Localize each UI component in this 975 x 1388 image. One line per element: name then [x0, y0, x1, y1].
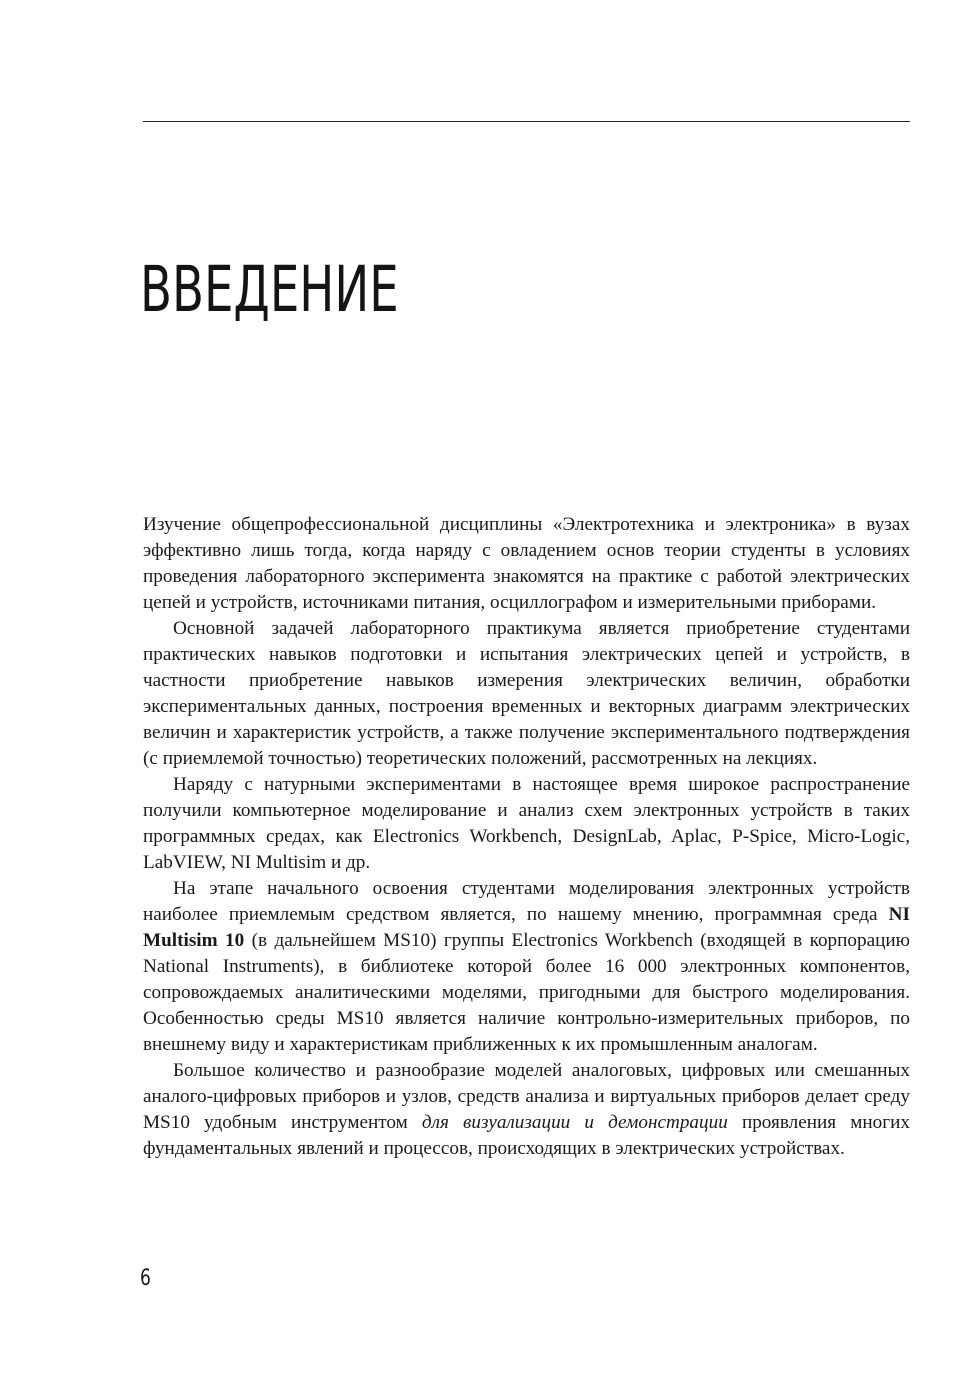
page-number: 6: [140, 1266, 151, 1291]
paragraph-4: [143, 876, 910, 1058]
paragraph-4-text-start: На этапе начального освоения студентами моделирования электронных устройств наиболее приемлемым средством является, по нашему мнению, программная среда: [143, 878, 910, 925]
paragraph-5-text-end: проявления многих фундаментальных явлений и процессов, происходящих в электрических устройствах.: [143, 1112, 910, 1159]
body-text: [143, 512, 910, 1162]
top-rule: [143, 121, 910, 122]
paragraph-5-text-start: Большое количество и разнообразие моделей аналоговых, цифровых или смешанных аналого-цифровых приборов и узлов, средств анализа и виртуальных приборов делает среду MS10 удобным инструментом: [143, 1060, 910, 1133]
chapter-title: ВВЕДЕНИЕ: [140, 253, 399, 326]
paragraph-1: Изучение общепрофессиональной дисциплины «Электротехника и электроника» в вузах эффективно лишь тогда, когда наряду с овладением основ теории студенты в условиях проведения лабораторного эксперимента знакомятся на практике с работой электрических цепей и устройств, источниками питания, осциллографом и измерительными приборами.: [143, 514, 910, 613]
emphasis-text: для визуализации и демонстрации: [421, 1112, 728, 1133]
paragraph-5: [143, 1058, 910, 1162]
software-name: NI Multisim 10: [143, 904, 910, 951]
paragraph-3: Наряду с натурными экспериментами в настоящее время широкое распространение получили компьютерное моделирование и анализ схем электронных устройств в таких программных средах, как Electronics Workbench, DesignLab, Aplac, P-Spice, Micro-Logic, LabVIEW, NI Multisim и др.: [143, 774, 910, 873]
paragraph-2: Основной задачей лабораторного практикума является приобретение студентами практических навыков подготовки и испытания электрических цепей и устройств, в частности приобретение навыков измерения электрических величин, обработки экспериментальных данных, построения временных и векторных диаграмм электрических величин и характеристик устройств, а также получение экспериментального подтверждения (с приемлемой точностью) теоретических положений, рассмотренных на лекциях.: [143, 618, 910, 769]
paragraph-4-text-end: (в дальнейшем MS10) группы Electronics Workbench (входящей в корпорацию National Instruments), в библиотеке которой более 16 000 электронных компонентов, сопровождаемых аналитическими моделями, пригодными для быстрого моделирования. Особенностью среды MS10 является наличие контрольно-измерительных приборов, по внешнему виду и характеристикам приближенных к их промышленным аналогам.: [143, 930, 910, 1055]
